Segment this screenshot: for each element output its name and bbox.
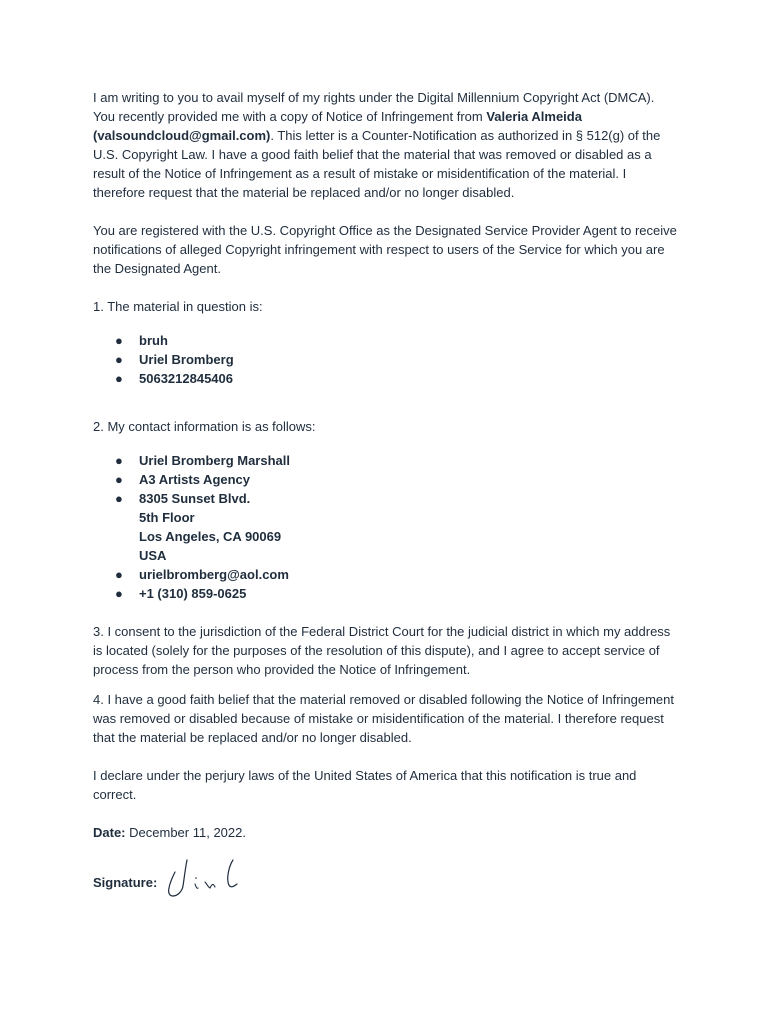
- contact-name-text: Uriel Bromberg Marshall: [139, 453, 290, 468]
- list-item: [93, 350, 678, 369]
- address-line: 5th Floor: [139, 510, 195, 525]
- signature-image: [165, 856, 245, 900]
- material-heading: 1. The material in question is:: [93, 299, 263, 314]
- material-item: 5063212845406: [139, 371, 233, 386]
- bullet-icon: ●: [115, 371, 123, 386]
- agent-paragraph: You are registered with the U.S. Copyright Office as the Designated Service Provider Agent to receive notifications of alleged Copyright infringement with respect to users of the Service for which you are the Designated Agent.: [93, 223, 677, 276]
- bullet-icon: ●: [115, 567, 123, 582]
- contact-list: [93, 451, 678, 603]
- bullet-icon: ●: [115, 453, 123, 468]
- intro-text-2: . This letter is a Counter-Notification as authorized in § 512(g) of the U.S. Copyright Law. I have a good faith belief that the material that was removed or disabled as a result of the Notice of Infringement as a result of mistake or misidentification of the material. I therefore request that the material be replaced and/or no longer disabled.: [93, 128, 661, 200]
- contact-address: [93, 489, 678, 565]
- bullet-icon: ●: [115, 352, 123, 367]
- address-line: USA: [139, 548, 167, 563]
- intro-paragraph: [93, 88, 678, 202]
- material-item: bruh: [139, 333, 168, 348]
- date-label: Date:: [93, 825, 126, 840]
- declaration-paragraph: I declare under the perjury laws of the United States of America that this notification is true and correct.: [93, 768, 637, 802]
- date-line: [93, 823, 678, 842]
- contact-name: [93, 451, 678, 470]
- complainant-name: Valeria Almeida: [486, 109, 582, 124]
- jurisdiction-paragraph: 3. I consent to the jurisdiction of the Federal District Court for the judicial district in which my address is located (solely for the purposes of the resolution of this dispute), and I agree to accept service of process from the person who provided the Notice of Infringement.: [93, 624, 671, 677]
- address-line: 8305 Sunset Blvd.: [139, 491, 251, 506]
- contact-company-text: A3 Artists Agency: [139, 472, 251, 487]
- contact-company: [93, 470, 678, 489]
- complainant-email: (valsoundcloud@gmail.com): [93, 128, 271, 143]
- letter-body: [93, 88, 678, 900]
- date-value: December 11, 2022.: [129, 825, 246, 840]
- list-item: [93, 369, 678, 388]
- list-item: [93, 331, 678, 350]
- contact-email: [93, 565, 678, 584]
- material-list: [93, 331, 678, 388]
- address-line: Los Angeles, CA 90069: [139, 529, 282, 544]
- bullet-icon: ●: [115, 472, 123, 487]
- contact-email-text: urielbromberg@aol.com: [139, 567, 289, 582]
- signature-row: [93, 856, 678, 900]
- material-item: Uriel Bromberg: [139, 352, 234, 367]
- good-faith-paragraph: 4. I have a good faith belief that the material removed or disabled following the Notice of Infringement was removed or disabled because of mistake or misidentification of the material. I therefore request that the material be replaced and/or no longer disabled.: [93, 692, 675, 745]
- bullet-icon: ●: [115, 491, 123, 506]
- contact-phone-text: +1 (310) 859-0625: [139, 586, 247, 601]
- bullet-icon: ●: [115, 586, 123, 601]
- signature-label: Signature:: [93, 875, 158, 890]
- bullet-icon: ●: [115, 333, 123, 348]
- intro-text-1: I am writing to you to avail myself of my rights under the Digital Millennium Copyright Act (DMCA). You recently provided me with a copy of Notice of Infringement from: [93, 90, 655, 124]
- contact-phone: [93, 584, 678, 603]
- contact-heading: 2. My contact information is as follows:: [93, 419, 316, 434]
